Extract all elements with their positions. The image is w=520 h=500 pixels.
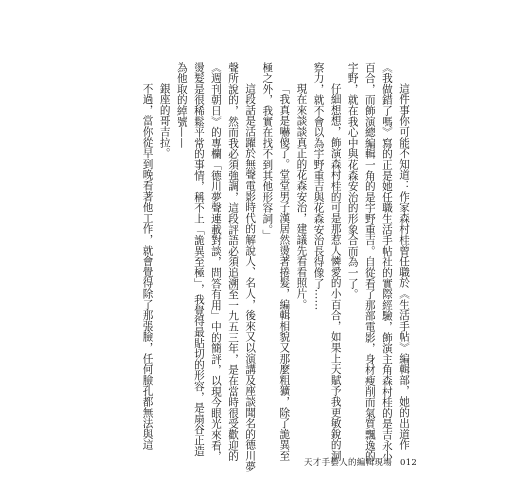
text-column: 不過，當你從早到晚看著他工作，就會覺得除了那張臉，任何臉孔都無法與這: [141, 83, 154, 451]
text-column: 極之外，我實在找不到其他形容詞。」: [261, 62, 274, 241]
text-column: 聲所說的，然而我必須強調，這段評語必須追溯至一九五三年，是在當時很受歡迎的: [227, 62, 240, 462]
text-column: 這件事你可能不知道：作家森村桂曾任職於《生活手帖》編輯部，她的出道作: [398, 83, 410, 451]
running-title: 天才手藝人的編輯現場: [304, 458, 393, 468]
page-footer: [304, 456, 417, 468]
text-column: 銀座的哥吉拉。: [158, 83, 171, 159]
text-column: 百合，而飾演總編輯一角的是宇野重吉。自從看了那部電影，身材瘦削而氣質飄逸的: [363, 62, 376, 462]
text-column: 察力，就不會以為宇野重吉與花森安治長得像了……: [312, 62, 325, 311]
text-column: 為他取的綽號——: [175, 62, 188, 149]
text-column: 仔細想想，飾演森村桂的可是那惹人憐愛的小百合，如果上天賦予我更敏銳的洞: [329, 83, 342, 461]
text-column: 宇野，就在我心中與花森安治的形象合而為一了。: [346, 62, 359, 300]
text-column: 《週刊朝日》的專欄「德川夢聲連載對談，問答有用」中的簡評，以現今眼光來看，: [209, 62, 222, 462]
text-column: 這段話是活躍於無聲電影時代的解說人、名人，後來又以演講及座談聞名的德川夢: [244, 83, 257, 472]
text-column: 現在來談談真正的花森安治，建議先看看照片。: [295, 83, 308, 310]
text-column: 《我做錯了嗎》寫的正是她任職生活手帖社的實際經驗，飾演主角森村桂的是吉永小: [380, 62, 393, 462]
text-column: 燙髮是很稀鬆平常的事情，稱不上「詭異至極」，我覺得最貼切的形容，是扇谷正造: [192, 62, 205, 457]
page-number: 012: [400, 458, 418, 468]
text-column: 「我真是嚇傻了。堂堂男子漢居然燙著捲髮，編輯相貌又那麼粗獷，除了詭異至: [278, 83, 291, 461]
